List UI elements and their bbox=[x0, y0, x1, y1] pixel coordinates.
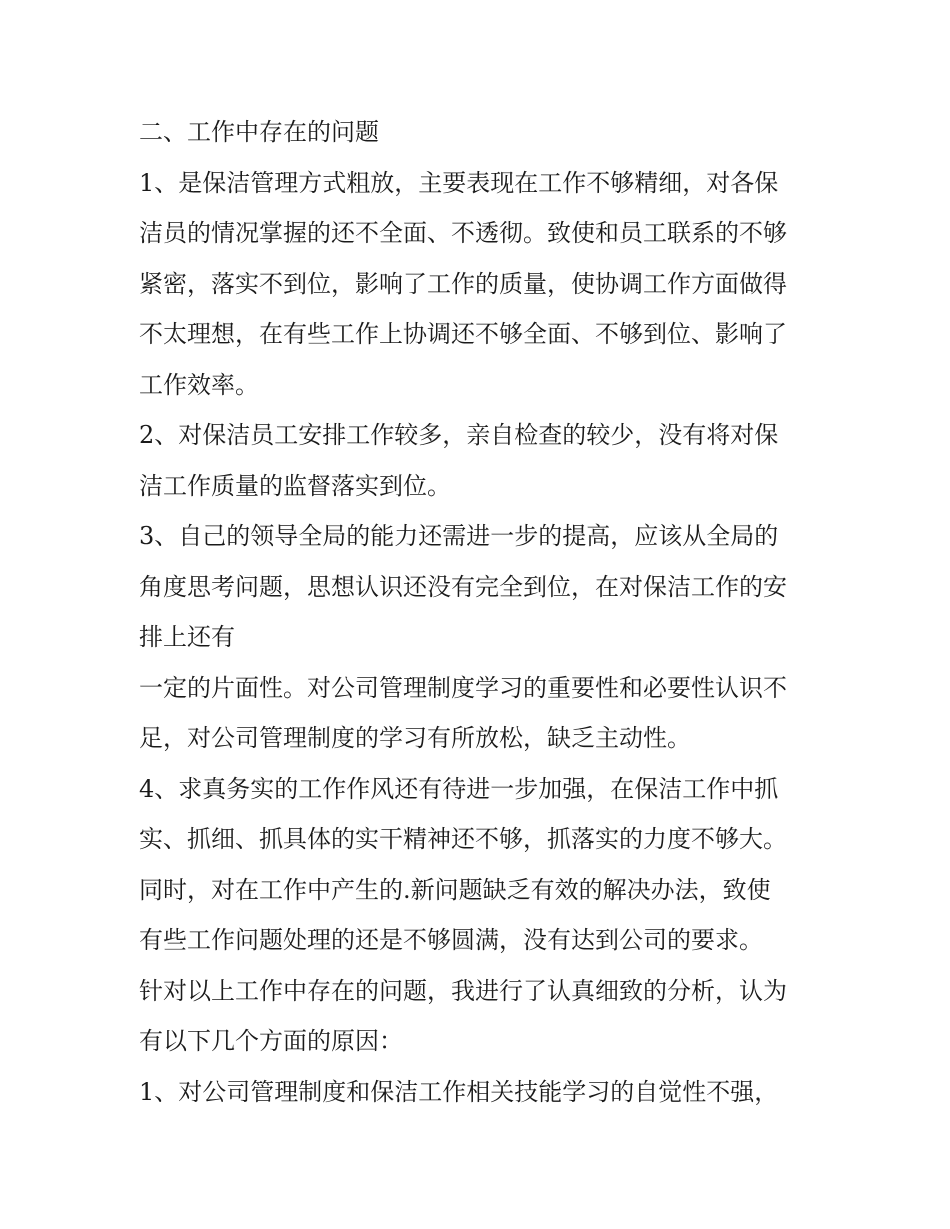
text-line: 2、对保洁员工安排工作较多，亲自检查的较少，没有将对保 bbox=[139, 421, 779, 449]
text-line: 有以下几个方面的原因： bbox=[139, 1027, 403, 1055]
section-heading: 二、工作中存在的问题 bbox=[139, 118, 379, 146]
text-line: 洁工作质量的监督落实到位。 bbox=[139, 471, 451, 500]
text-line: 工作效率。 bbox=[139, 370, 259, 399]
text-line: 不太理想，在有些工作上协调还不够全面、不够到位、影响了 bbox=[139, 320, 787, 348]
text-line: 实、抓细、抓具体的实干精神还不够，抓落实的力度不够大。 bbox=[139, 825, 787, 853]
text-line: 洁员的情况掌握的还不全面、不透彻。致使和员工联系的不够 bbox=[139, 219, 787, 247]
text-line: 排上还有 bbox=[139, 623, 235, 651]
document-body bbox=[139, 107, 819, 1117]
text-line: 有些工作问题处理的还是不够圆满，没有达到公司的要求。 bbox=[139, 926, 763, 954]
text-line: 针对以上工作中存在的问题，我进行了认真细致的分析，认为 bbox=[139, 976, 787, 1005]
text-line: 4、求真务实的工作作风还有待进一步加强，在保洁工作中抓 bbox=[139, 774, 779, 803]
text-line: 紧密，落实不到位，影响了工作的质量，使协调工作方面做得 bbox=[139, 269, 787, 298]
text-line: 同时，对在工作中产生的.新问题缺乏有效的解决办法，致使 bbox=[139, 875, 771, 904]
text-line: 3、自己的领导全局的能力还需进一步的提高，应该从全局的 bbox=[139, 522, 779, 550]
text-line: 1、对公司管理制度和保洁工作相关技能学习的自觉性不强， bbox=[139, 1077, 779, 1106]
text-line: 一定的片面性。对公司管理制度学习的重要性和必要性认识不 bbox=[139, 673, 787, 702]
text-line: 角度思考问题，思想认识还没有完全到位，在对保洁工作的安 bbox=[139, 572, 787, 601]
text-line: 足，对公司管理制度的学习有所放松，缺乏主动性。 bbox=[139, 724, 691, 752]
text-line: 1、是保洁管理方式粗放，主要表现在工作不够精细，对各保 bbox=[139, 168, 779, 197]
